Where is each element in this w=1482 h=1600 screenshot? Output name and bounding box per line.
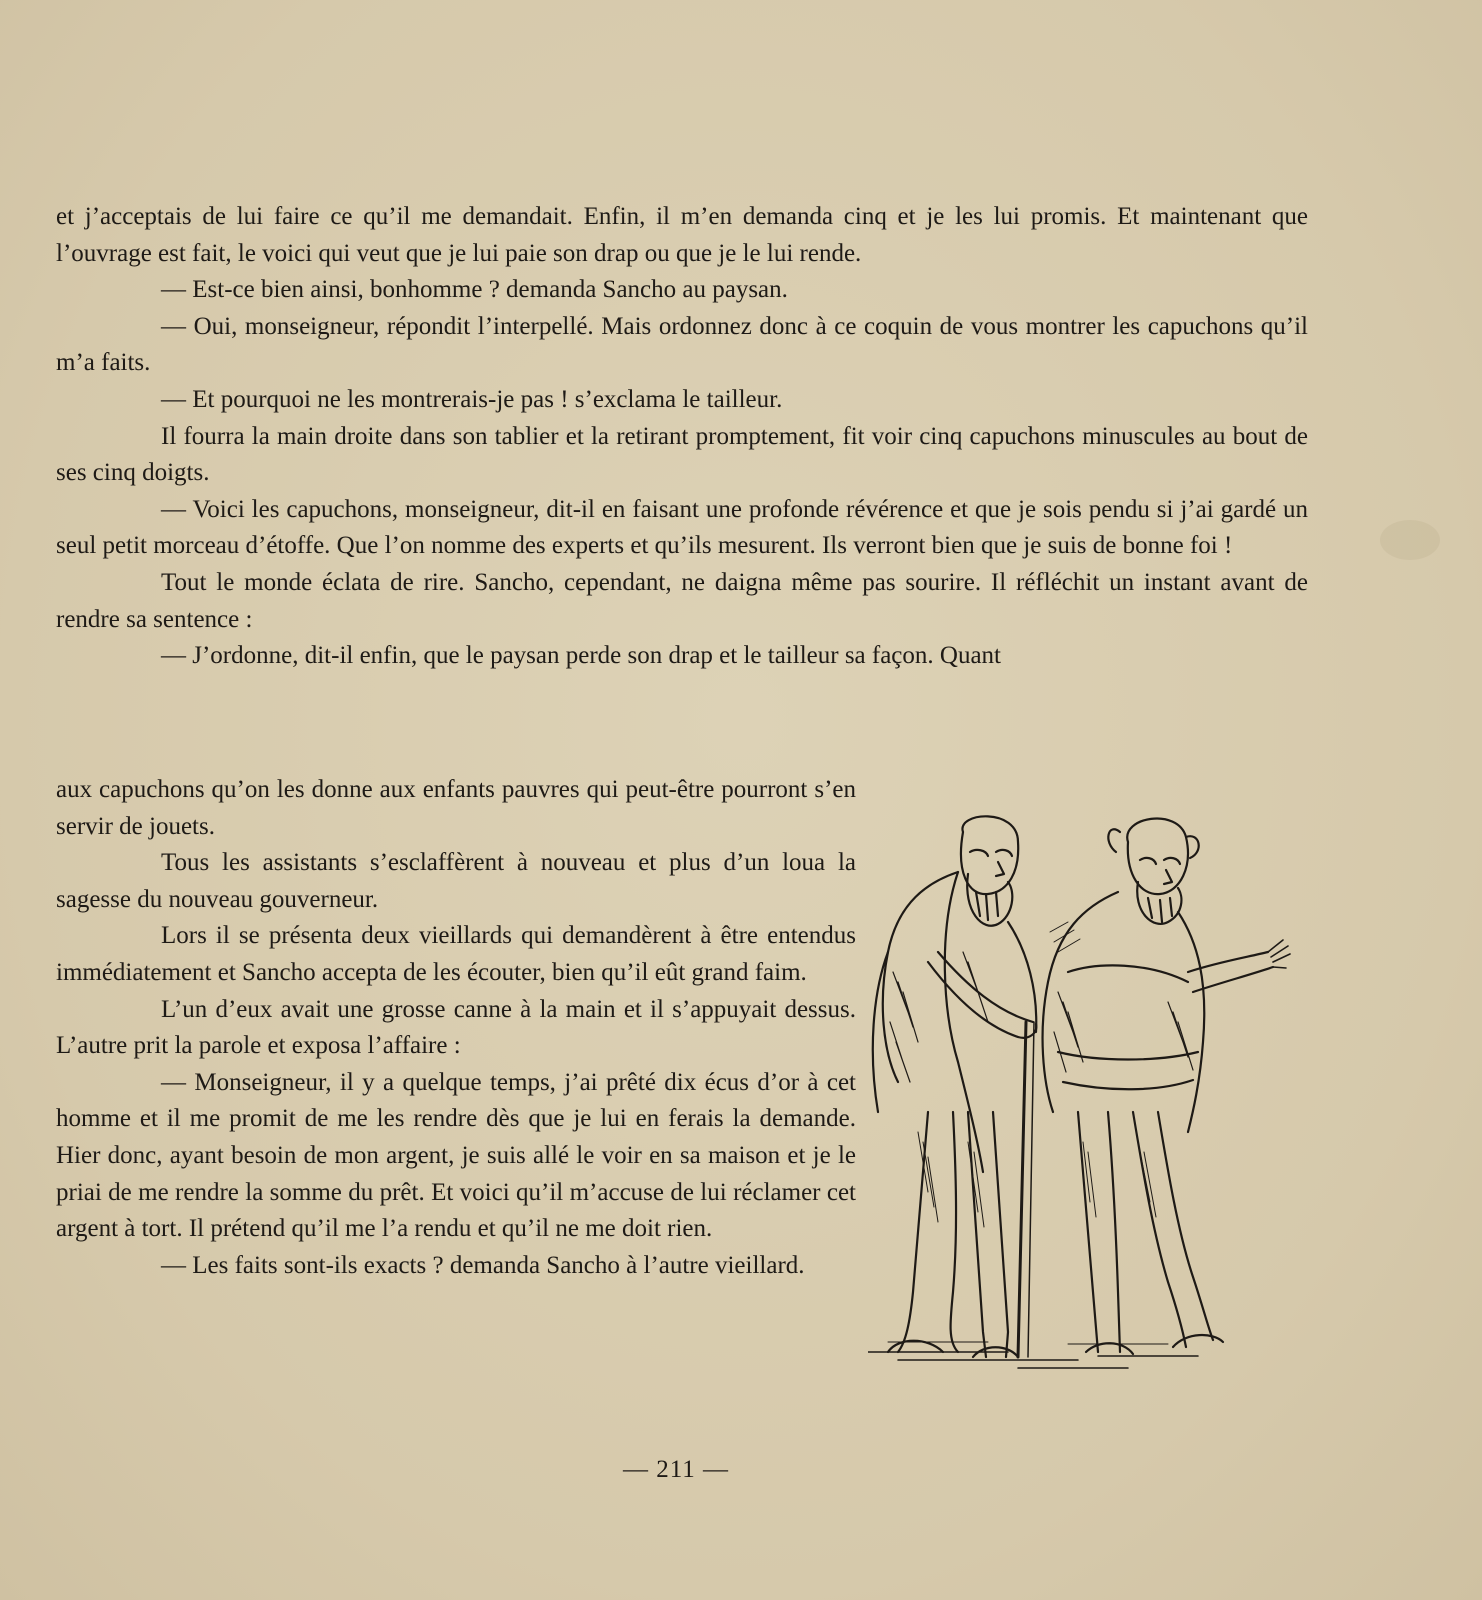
ink-drawing bbox=[868, 812, 1328, 1402]
paragraph: — Voici les capuchons, monseigneur, dit-il en faisant une profonde révérence et que je sois pendu si j’ai gardé un seul petit morceau d’étoffe. Que l’on nomme des experts et qu’ils mesurent. Ils verront bien que je suis de bonne foi ! bbox=[56, 495, 1308, 560]
paragraph: — Et pourquoi ne les montrerais-je pas ! s’exclama le tailleur. bbox=[161, 385, 783, 413]
paragraph: — Est-ce bien ainsi, bonhomme ? demanda Sancho au paysan. bbox=[161, 276, 788, 304]
text-block-bottom bbox=[56, 772, 856, 1284]
paper-stain bbox=[1380, 520, 1440, 560]
text-block-top bbox=[56, 199, 1308, 675]
paragraph: — Oui, monseigneur, répondit l’interpellé. Mais ordonnez donc à ce coquin de vous montrer les capuchons qu’il m’a faits. bbox=[56, 312, 1308, 377]
paragraph: Lors il se présenta deux vieillards qui demandèrent à être entendus immédiatement et Sancho accepta de les écouter, bien qu’il eût grand faim. bbox=[56, 922, 856, 986]
paragraph: Tout le monde éclata de rire. Sancho, cependant, ne daigna même pas sourire. Il réfléchit un instant avant de rendre sa sentence : bbox=[56, 568, 1308, 633]
paragraph: — Les faits sont-ils exacts ? demanda Sancho à l’autre vieillard. bbox=[161, 1251, 805, 1279]
paragraph: Il fourra la main droite dans son tablier et la retirant promptement, fit voir cinq capuchons minuscules au bout de ses cinq doigts. bbox=[56, 422, 1308, 487]
paragraph: — Monseigneur, il y a quelque temps, j’ai prêté dix écus d’or à cet homme et il me promit de me les rendre dès que je lui en ferais la demande. Hier donc, ayant besoin de mon argent, je suis allé le voir en sa maison et je le priai de me rendre la somme du prêt. Et voici qu’il m’accuse de lui réclamer cet argent à tort. Il prétend qu’il me l’a rendu et qu’il ne me doit rien. bbox=[56, 1068, 856, 1243]
page-number: — 211 — bbox=[622, 1456, 730, 1483]
paragraph: Tous les assistants s’esclaffèrent à nouveau et plus d’un loua la sagesse du nouveau gouverneur. bbox=[56, 849, 856, 913]
paragraph: — J’ordonne, dit-il enfin, que le paysan perde son drap et le tailleur sa façon. Quant bbox=[161, 642, 1002, 670]
paragraph: L’un d’eux avait une grosse canne à la main et il s’appuyait dessus. L’autre prit la parole et exposa l’affaire : bbox=[56, 995, 856, 1060]
illustration-two-old-men bbox=[868, 812, 1328, 1402]
paragraph: aux capuchons qu’on les donne aux enfants pauvres qui peut-être pourront s’en servir de jouets. bbox=[56, 776, 856, 840]
paragraph: et j’acceptais de lui faire ce qu’il me demandait. Enfin, il m’en demanda cinq et je les lui promis. Et maintenant que l’ouvrage est fait, le voici qui veut que je lui paie son drap ou que je le lui rende. bbox=[56, 203, 1308, 267]
